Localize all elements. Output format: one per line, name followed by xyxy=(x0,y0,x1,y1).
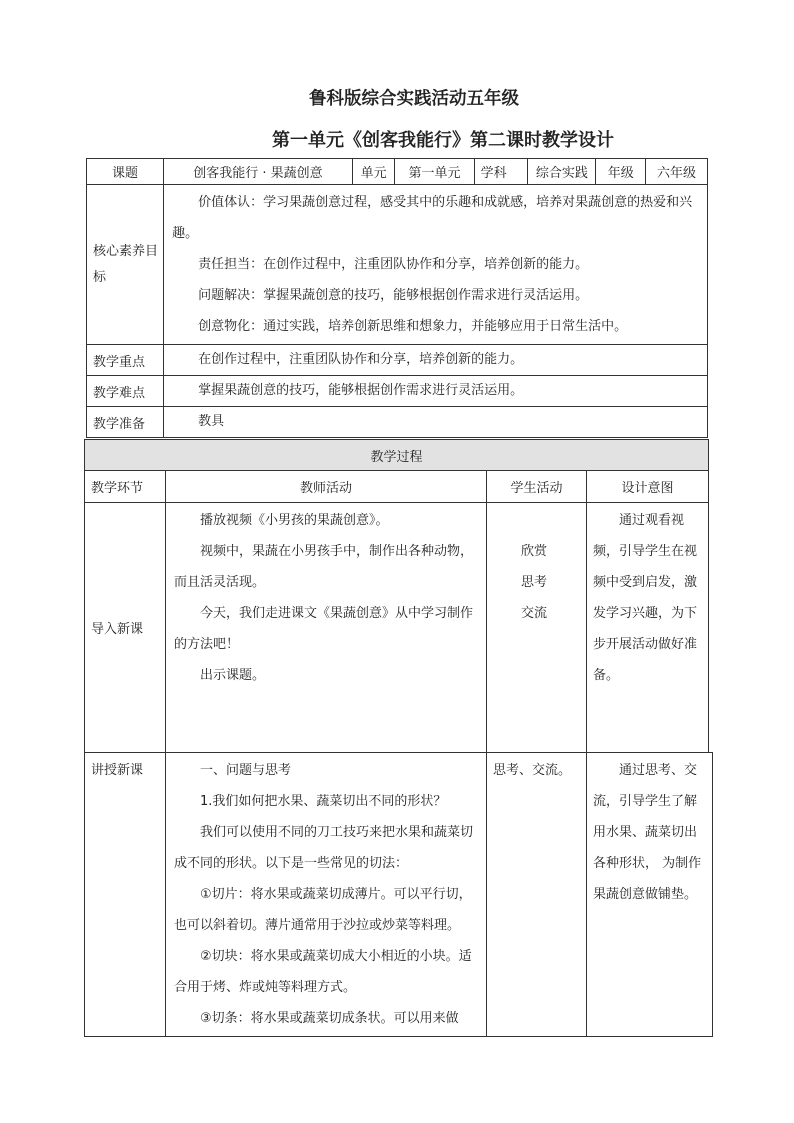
document-title: 鲁科版综合实践活动五年级 xyxy=(309,89,519,109)
intent-text: 通过观看视频，引导学生在视频中受到启发，激发学习兴趣，为下步开展活动做好准备。 xyxy=(593,513,698,683)
goal-item: 创意物化：通过实践，培养创新思维和想象力，并能够应用于日常生活中。 xyxy=(198,319,628,334)
goal-item: 问题解决：掌握果蔬创意的技巧，能够根据创作需求进行灵活运用。 xyxy=(198,288,589,303)
label-unit: 单元 xyxy=(352,159,395,185)
column-header: 教师活动 xyxy=(166,471,487,503)
core-literacy-label: 核心素养目标 xyxy=(87,185,164,345)
stage-new-lesson: 讲授新课 xyxy=(85,753,166,1037)
intent-text: 通过思考、交流，引导学生了解用水果、蔬菜切出各种形状， 为制作果蔬创意做铺垫。 xyxy=(593,763,702,902)
column-header: 教学环节 xyxy=(85,471,166,503)
core-literacy-goals xyxy=(164,185,708,345)
unit-value: 第一单元 xyxy=(395,159,474,185)
lesson-info-table xyxy=(86,158,708,438)
difficulty-text: 掌握果蔬创意的技巧，能够根据创作需求进行灵活运用。 xyxy=(198,383,524,398)
key-point-text: 在创作过程中，注重团队协作和分享，培养创新的能力。 xyxy=(198,352,524,367)
design-intent-new-lesson xyxy=(587,753,713,1037)
teacher-line: 我们可以使用不同的刀工技巧来把水果和蔬菜切成不同的形状。以下是一些常见的切法： xyxy=(174,825,474,871)
teaching-process-table xyxy=(84,439,709,753)
column-header: 学生活动 xyxy=(487,471,587,503)
topic-value: 创客我能行 · 果蔬创意 xyxy=(164,159,353,185)
goal-item: 责任担当：在创作过程中，注重团队协作和分享，培养创新的能力。 xyxy=(198,257,589,272)
stage-intro: 导入新课 xyxy=(85,503,166,753)
goal-item: 价值体认：学习果蔬创意过程，感受其中的乐趣和成就感，培养对果蔬创意的热爱和兴趣。 xyxy=(172,195,693,241)
teacher-line: 视频中，果蔬在小男孩手中，制作出各种动物，而且活灵活现。 xyxy=(174,544,474,590)
subject-value: 综合实践 xyxy=(528,159,596,185)
design-intent-intro xyxy=(587,503,709,753)
student-item: 交流 xyxy=(521,606,548,621)
teacher-line: 今天，我们走进课文《果蔬创意》从中学习制作的方法吧！ xyxy=(174,606,474,652)
new-lesson-table xyxy=(84,752,713,1037)
teacher-line: 出示课题。 xyxy=(200,668,266,683)
teacher-activity-new-lesson xyxy=(166,753,487,1037)
teacher-line: ①切片：将水果或蔬菜切成薄片。可以平行切，也可以斜着切。薄片通常用于沙拉或炒菜等料理。 xyxy=(174,887,472,933)
key-point-label: 教学重点 xyxy=(87,345,164,376)
label-topic: 课题 xyxy=(87,159,164,185)
process-title: 教学过程 xyxy=(85,440,709,471)
document-subtitle: 第一单元《创客我能行》第二课时教学设计 xyxy=(272,130,614,151)
teacher-line: 1.我们如何把水果、蔬菜切出不同的形状？ xyxy=(200,794,447,809)
student-activity-intro xyxy=(487,503,587,753)
column-header: 设计意图 xyxy=(587,471,709,503)
preparation-text: 教具 xyxy=(198,414,225,429)
student-item: 思考 xyxy=(521,575,548,590)
label-subject: 学科 xyxy=(474,159,528,185)
grade-value: 六年级 xyxy=(646,159,708,185)
student-activity-new-lesson: 思考、交流。 xyxy=(487,753,587,1037)
teacher-line: 一、问题与思考 xyxy=(200,763,292,778)
label-grade: 年级 xyxy=(596,159,646,185)
teacher-line: ②切块：将水果或蔬菜切成大小相近的小块。适合用于烤、炸或炖等料理方式。 xyxy=(174,949,472,995)
difficulty-label: 教学难点 xyxy=(87,376,164,407)
preparation-label: 教学准备 xyxy=(87,407,164,438)
student-item: 欣赏 xyxy=(521,544,548,559)
teacher-activity-intro xyxy=(166,503,487,753)
teacher-line: ③切条：将水果或蔬菜切成条状。可以用来做 xyxy=(200,1011,459,1026)
teacher-line: 播放视频《小男孩的果蔬创意》。 xyxy=(200,513,389,528)
